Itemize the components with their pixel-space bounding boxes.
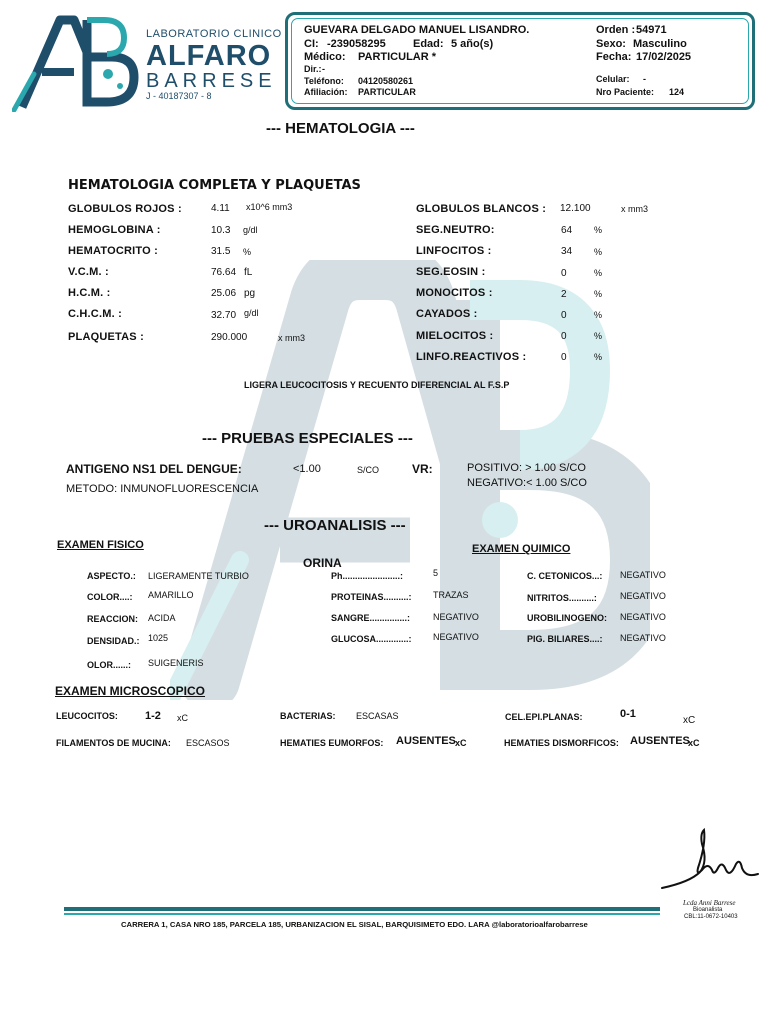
result-unit: % xyxy=(594,289,603,299)
result-label: SEG.NEUTRO: xyxy=(416,224,495,236)
dismorficos-value: AUSENTES xyxy=(630,735,690,747)
uro-label: GLUCOSA.............: xyxy=(331,634,412,644)
result-label: LINFOCITOS : xyxy=(416,245,492,257)
result-value: 10.3 xyxy=(211,225,231,236)
fecha-value: 17/02/2025 xyxy=(636,51,692,63)
result-label: C.H.C.M. : xyxy=(68,308,122,320)
result-label: CAYADOS : xyxy=(416,308,478,320)
filamentos-label: FILAMENTOS DE MUCINA: xyxy=(56,738,171,748)
eumorfos-label: HEMATIES EUMORFOS: xyxy=(280,738,384,748)
uro-value: 5 xyxy=(433,568,439,578)
uro-value: NEGATIVO xyxy=(620,591,666,601)
result-label: H.C.M. : xyxy=(68,287,111,299)
uro-value: LIGERAMENTE TURBIO xyxy=(148,571,249,581)
patient-ci-value: -239058295 xyxy=(327,38,386,50)
dengue-test-label: ANTIGENO NS1 DEL DENGUE: xyxy=(66,462,242,476)
uro-label: ASPECTO.: xyxy=(87,571,136,581)
result-value: 25.06 xyxy=(211,288,237,299)
celular-label: Celular: xyxy=(596,74,630,84)
result-label: HEMATOCRITO : xyxy=(68,245,158,257)
signature-name: Lcda Anni Barrese xyxy=(683,899,736,907)
result-label: V.C.M. : xyxy=(68,266,109,278)
uro-value: NEGATIVO xyxy=(620,633,666,643)
result-unit: g/dl xyxy=(243,225,258,235)
lab-name-line3: BARRESE xyxy=(146,70,277,92)
lab-rif: J - 40187307 - 8 xyxy=(146,91,212,101)
result-value: 0 xyxy=(561,331,567,342)
result-unit: % xyxy=(594,331,603,341)
patient-medico-label: Médico: xyxy=(304,51,346,63)
orden-label: Orden : xyxy=(596,24,636,36)
patient-name: GUEVARA DELGADO MANUEL LISANDRO. xyxy=(304,24,530,36)
uro-value: NEGATIVO xyxy=(620,612,666,622)
patient-medico-value: PARTICULAR * xyxy=(358,51,437,63)
footer-address: CARRERA 1, CASA NRO 185, PARCELA 185, URBANIZACION EL SISAL, BARQUISIMETO EDO. LARA @laboratorioalfarobarrese xyxy=(121,920,588,929)
hematologia-subtitle: HEMATOLOGIA COMPLETA Y PLAQUETAS xyxy=(68,178,361,193)
uro-value: ACIDA xyxy=(148,613,176,623)
cel-epi-label: CEL.EPI.PLANAS: xyxy=(505,712,583,722)
eumorfos-unit: xC xyxy=(455,738,467,748)
dismorficos-unit: xC xyxy=(688,738,700,748)
result-label: SEG.EOSIN : xyxy=(416,266,486,278)
examen-microscopico-title: EXAMEN MICROSCOPICO xyxy=(55,684,206,698)
sexo-label: Sexo: xyxy=(596,38,626,50)
lab-logo-icon xyxy=(12,12,142,112)
orden-value: 54971 xyxy=(636,24,667,36)
result-label: GLOBULOS ROJOS : xyxy=(68,203,182,215)
result-label: PLAQUETAS : xyxy=(68,331,144,343)
uro-label: Ph.......................: xyxy=(331,571,404,581)
hematologia-section-title: --- HEMATOLOGIA --- xyxy=(266,120,415,137)
orina-title: ORINA xyxy=(303,556,342,570)
patient-ci-label: CI: xyxy=(304,38,319,50)
result-unit: % xyxy=(594,352,603,362)
patient-tel-label: Teléfono: xyxy=(304,76,344,86)
leucocitos-value: 1-2 xyxy=(145,710,161,722)
eumorfos-value: AUSENTES xyxy=(396,735,456,747)
result-unit: x mm3 xyxy=(278,333,305,343)
examen-fisico-title: EXAMEN FISICO xyxy=(57,539,144,551)
uro-label: COLOR....: xyxy=(87,592,133,602)
patient-tel-value: 04120580261 xyxy=(358,76,414,86)
examen-quimico-title: EXAMEN QUIMICO xyxy=(472,543,571,555)
uro-value: TRAZAS xyxy=(433,590,469,600)
result-unit: pg xyxy=(244,288,256,299)
result-value: 12.100 xyxy=(560,203,591,214)
especiales-section-title: --- PRUEBAS ESPECIALES --- xyxy=(202,430,413,447)
result-value: 0 xyxy=(561,352,567,363)
uro-value: 1025 xyxy=(148,633,169,643)
result-value: 0 xyxy=(561,310,567,321)
result-value: 31.5 xyxy=(211,246,231,257)
result-value: 76.64 xyxy=(211,267,237,278)
hematologia-note: LIGERA LEUCOCITOSIS Y RECUENTO DIFERENCIAL AL F.S.P xyxy=(244,380,510,390)
uro-label: C. CETONICOS...: xyxy=(527,571,603,581)
result-value: 2 xyxy=(561,289,567,300)
uro-value: SUIGENERIS xyxy=(148,658,204,668)
uro-label: UROBILINOGENO: xyxy=(527,613,607,623)
result-value: 34 xyxy=(561,246,573,257)
result-label: MIELOCITOS : xyxy=(416,330,494,342)
uro-value: NEGATIVO xyxy=(620,570,666,580)
uro-label: PIG. BILIARES....: xyxy=(527,634,603,644)
vr-label: VR: xyxy=(412,462,433,476)
signature-title: Bioanalista xyxy=(693,907,723,913)
result-label: HEMOGLOBINA : xyxy=(68,224,161,236)
footer-divider xyxy=(64,907,660,911)
result-label: GLOBULOS BLANCOS : xyxy=(416,203,547,215)
nro-paciente-value: 124 xyxy=(669,87,685,97)
metodo-text: METODO: INMUNOFLUORESCENCIA xyxy=(66,483,259,495)
uro-label: SANGRE...............: xyxy=(331,613,411,623)
vr-positivo: POSITIVO: > 1.00 S/CO xyxy=(467,462,586,474)
result-unit: % xyxy=(594,310,603,320)
result-value: 32.70 xyxy=(211,310,237,321)
celular-value: - xyxy=(643,74,646,84)
uro-label: OLOR......: xyxy=(87,660,131,670)
result-unit: x mm3 xyxy=(621,204,648,214)
uro-label: NITRITOS..........: xyxy=(527,593,597,603)
result-unit: % xyxy=(594,247,603,257)
filamentos-value: ESCASOS xyxy=(186,738,230,748)
result-label: LINFO.REACTIVOS : xyxy=(416,351,527,363)
result-unit: x10^6 mm3 xyxy=(246,202,293,212)
result-value: 4.11 xyxy=(211,203,230,214)
vr-negativo: NEGATIVO:< 1.00 S/CO xyxy=(467,477,587,489)
leucocitos-unit: xC xyxy=(177,713,188,723)
result-value: 0 xyxy=(561,268,567,279)
patient-afil-label: Afiliación: xyxy=(304,87,348,97)
patient-afil-value: PARTICULAR xyxy=(358,87,416,97)
result-value: 290.000 xyxy=(211,332,248,343)
uro-label: REACCION: xyxy=(87,614,138,624)
uro-label: PROTEINAS..........: xyxy=(331,592,412,602)
fecha-label: Fecha: xyxy=(596,51,632,63)
cel-epi-value: 0-1 xyxy=(620,708,636,720)
cel-epi-unit: xC xyxy=(683,715,696,726)
result-unit: % xyxy=(594,268,603,278)
result-unit: % xyxy=(243,247,252,257)
result-unit: fL xyxy=(244,267,253,278)
dengue-test-value: <1.00 xyxy=(293,463,321,475)
result-unit: g/dl xyxy=(244,308,259,318)
uro-value: NEGATIVO xyxy=(433,612,479,622)
nro-paciente-label: Nro Paciente: xyxy=(596,87,655,97)
bacterias-label: BACTERIAS: xyxy=(280,711,336,721)
patient-dir-value: - xyxy=(322,64,325,74)
dengue-test-unit: S/CO xyxy=(357,465,380,475)
sexo-value: Masculino xyxy=(633,38,687,50)
bacterias-value: ESCASAS xyxy=(356,711,399,721)
signature-cbl: CBL:11-0672-10403 xyxy=(684,914,738,920)
dismorficos-label: HEMATIES DISMORFICOS: xyxy=(504,738,619,748)
patient-age-label: Edad: xyxy=(413,38,444,50)
result-value: 64 xyxy=(561,225,573,236)
uro-label: DENSIDAD.: xyxy=(87,636,140,646)
uro-value: AMARILLO xyxy=(148,590,194,600)
footer-divider-accent xyxy=(64,913,660,915)
result-label: MONOCITOS : xyxy=(416,287,493,299)
lab-name-line2: ALFARO xyxy=(146,40,272,72)
result-unit: % xyxy=(594,225,603,235)
uroanalisis-section-title: --- UROANALISIS --- xyxy=(264,517,406,534)
signature-icon xyxy=(660,824,760,894)
patient-dir-label: Dir.: xyxy=(304,64,322,74)
lab-name-line1: LABORATORIO CLINICO xyxy=(146,28,282,40)
uro-value: NEGATIVO xyxy=(433,632,479,642)
patient-age-value: 5 año(s) xyxy=(451,38,494,50)
leucocitos-label: LEUCOCITOS: xyxy=(56,711,118,721)
